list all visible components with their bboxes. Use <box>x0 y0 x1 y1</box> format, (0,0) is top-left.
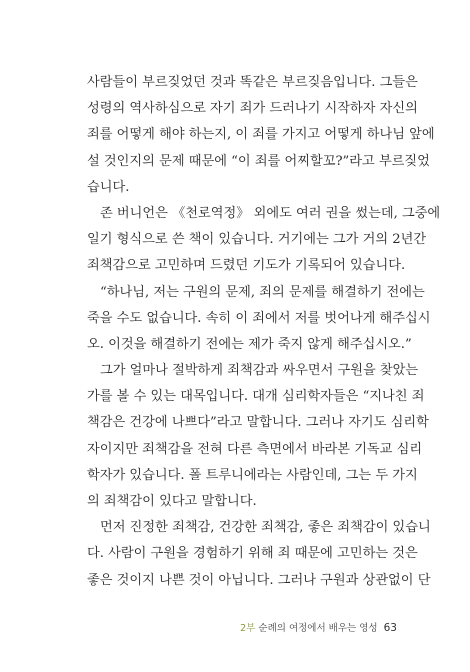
text-line: 죽을 수도 없습니다. 속히 이 죄에서 저를 벗어나게 해주십시 <box>87 310 431 326</box>
paragraph <box>87 358 429 515</box>
paragraph <box>87 201 441 280</box>
paragraph <box>87 70 435 201</box>
text-line: 죄책감으로 고민하며 드렸던 기도가 기록되어 있습니다. <box>87 258 406 274</box>
text-line: 존 버니언은 《천로역정》 외에도 여러 권을 썼는데, 그중에 <box>100 205 441 221</box>
text-line: 자이지만 죄책감을 전혀 다른 측면에서 바라본 기독교 심리 <box>87 441 423 457</box>
text-line: 그가 얼마나 절박하게 죄책감과 싸우면서 구원을 찾았는 <box>100 363 419 379</box>
part-label: 2부 <box>240 623 256 634</box>
text-line: 책감은 건강에 나쁘다”라고 말합니다. 그러나 자기도 심리학 <box>87 415 429 431</box>
text-line: 사람들이 부르짖었던 것과 똑같은 부르짖음입니다. 그들은 <box>87 75 418 90</box>
page-number: 63 <box>383 622 397 634</box>
text-line: 먼저 진정한 죄책감, 건강한 죄책감, 좋은 죄책감이 있습니 <box>100 520 431 536</box>
text-line: 성령의 역사하심으로 자기 죄가 드러나기 시작하자 자신의 <box>87 101 418 117</box>
body-text <box>87 70 441 594</box>
running-title: 순례의 여정에서 배우는 영성 <box>258 623 378 634</box>
text-line: 의 죄책감이 있다고 말합니다. <box>87 494 257 509</box>
paragraph <box>87 280 431 359</box>
text-line: 설 것인지의 문제 때문에 “이 죄를 어찌할꼬?”라고 부르짖었 <box>87 153 430 169</box>
running-footer <box>240 621 397 636</box>
text-line: 일기 형식으로 쓴 책이 있습니다. 거기에는 그가 거의 2년간 <box>87 232 427 248</box>
text-line: “하나님, 저는 구원의 문제, 죄의 문제를 해결하기 전에는 <box>100 284 425 300</box>
text-line: 학자가 있습니다. 폴 트루니에라는 사람인데, 그는 두 가지 <box>87 467 418 483</box>
text-line: 가를 볼 수 있는 대목입니다. 대개 심리학자들은 “지나친 죄 <box>87 389 425 405</box>
text-line: 좋은 것이지 나쁜 것이 아닙니다. 그러나 구원과 상관없이 단 <box>87 572 431 588</box>
text-line: 오. 이것을 해결하기 전에는 제가 죽지 않게 해주십시오.” <box>87 336 412 352</box>
text-line: 죄를 어떻게 해야 하는지, 이 죄를 가지고 어떻게 하나님 앞에 <box>87 127 435 143</box>
paragraph <box>87 515 431 594</box>
text-line: 습니다. <box>87 179 130 195</box>
text-line: 다. 사람이 구원을 경험하기 위해 죄 때문에 고민하는 것은 <box>87 546 418 562</box>
